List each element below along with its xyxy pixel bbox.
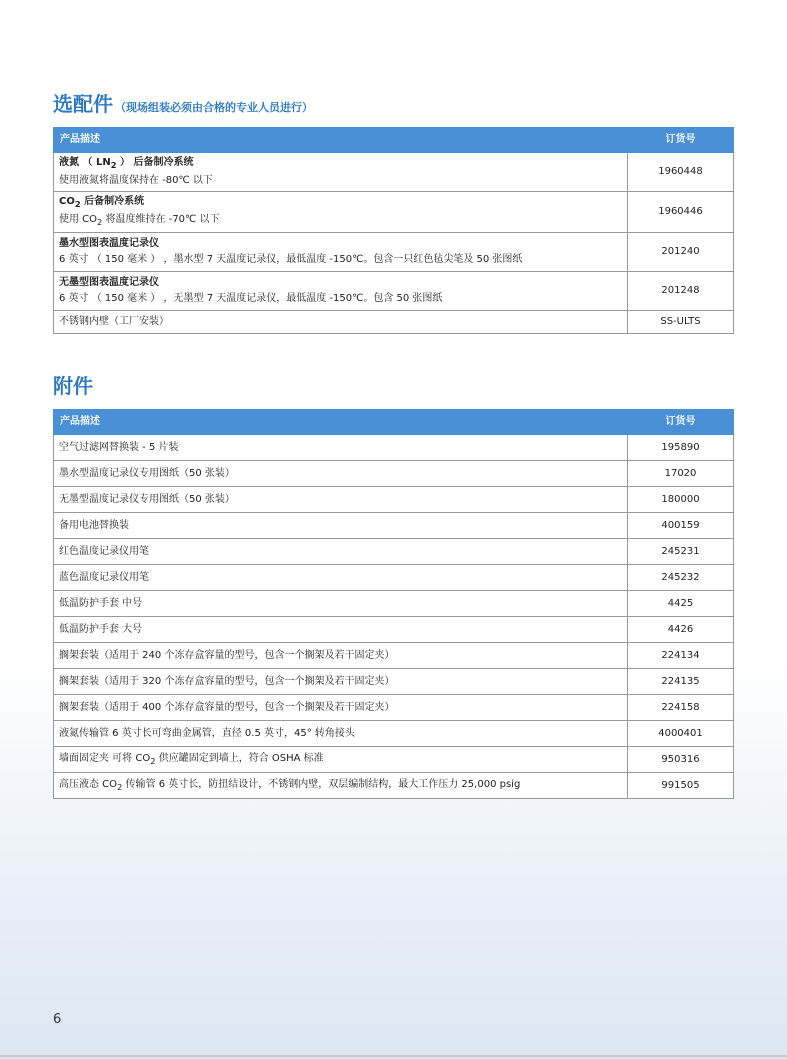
product-description: 搁架套装（适用于 400 个冻存盒容量的型号，包含一个搁架及若干固定夹）	[54, 695, 628, 721]
product-description	[54, 233, 628, 272]
options-section-title	[53, 92, 313, 120]
table-row	[54, 513, 734, 539]
column-header-description: 产品描述	[54, 410, 628, 435]
column-header-order-number: 订货号	[628, 410, 734, 435]
product-description: 红色温度记录仪用笔	[54, 539, 628, 565]
order-number: 400159	[628, 513, 734, 539]
order-number: 180000	[628, 487, 734, 513]
bottom-divider	[0, 1055, 787, 1057]
table-row	[54, 565, 734, 591]
product-description	[54, 311, 628, 334]
order-number: 950316	[628, 747, 734, 773]
order-number: 201248	[628, 272, 734, 311]
product-name: 无墨型图表温度记录仪	[59, 277, 159, 288]
order-number: 245232	[628, 565, 734, 591]
order-number: 4426	[628, 617, 734, 643]
product-description: 墨水型温度记录仪专用图纸（50 张装）	[54, 461, 628, 487]
product-name: 液氮 （ $LN_2$ ） 后备制冷系统	[59, 157, 194, 170]
table-row	[54, 747, 734, 773]
product-description: 搁架套装（适用于 320 个冻存盒容量的型号，包含一个搁架及若干固定夹）	[54, 669, 628, 695]
order-number: 224158	[628, 695, 734, 721]
product-description: 墙面固定夹 可将 $CO_2$ 供应罐固定到墙上，符合 OSHA 标准	[54, 747, 628, 773]
order-number: 991505	[628, 773, 734, 799]
table-row	[54, 669, 734, 695]
product-description	[54, 192, 628, 233]
product-detail: 6 英寸 （ 150 毫米 ） ，墨水型 7 天温度记录仪，最低温度 -150℃。包含一只红色毡尖笔及 50 张图纸	[59, 254, 523, 265]
order-number: SS-ULTS	[628, 311, 734, 334]
product-description: 备用电池替换装	[54, 513, 628, 539]
table-header-row	[54, 128, 734, 153]
product-name: $CO_2$ 后备制冷系统	[59, 196, 145, 209]
table-row	[54, 461, 734, 487]
accessories-table	[53, 409, 734, 799]
table-header-row	[54, 410, 734, 435]
table-row	[54, 153, 734, 192]
column-header-description: 产品描述	[54, 128, 628, 153]
product-description: 低温防护手套 大号	[54, 617, 628, 643]
product-description: 搁架套装（适用于 240 个冻存盒容量的型号，包含一个搁架及若干固定夹）	[54, 643, 628, 669]
product-detail: 6 英寸 （ 150 毫米 ） ，无墨型 7 天温度记录仪，最低温度 -150℃。包含 50 张图纸	[59, 293, 443, 304]
options-subtitle: （现场组装必须由合格的专业人员进行）	[115, 101, 313, 114]
product-description: 低温防护手套 中号	[54, 591, 628, 617]
product-description: 蓝色温度记录仪用笔	[54, 565, 628, 591]
table-row	[54, 435, 734, 461]
column-header-order-number: 订货号	[628, 128, 734, 153]
product-description	[54, 272, 628, 311]
table-row	[54, 695, 734, 721]
table-row	[54, 233, 734, 272]
table-row	[54, 539, 734, 565]
product-detail: 使用 $CO_2$ 将温度维持在 -70℃ 以下	[59, 214, 220, 227]
product-name: 墨水型图表温度记录仪	[59, 238, 159, 249]
product-description: 高压液态 $CO_2$ 传输管 6 英寸长，防扭结设计，不锈钢内壁，双层编制结构，最大工作压力 25,000 psig	[54, 773, 628, 799]
order-number: 17020	[628, 461, 734, 487]
order-number: 4425	[628, 591, 734, 617]
page-number: 6	[53, 1012, 62, 1027]
product-description: 液氮传输管 6 英寸长可弯曲金属管，直径 0.5 英寸，45° 转角接头	[54, 721, 628, 747]
table-row	[54, 721, 734, 747]
table-row	[54, 487, 734, 513]
product-description: 空气过滤网替换装 - 5 片装	[54, 435, 628, 461]
accessories-title: 附件	[53, 374, 93, 398]
order-number: 195890	[628, 435, 734, 461]
product-detail: 使用液氮将温度保持在 -80℃ 以下	[59, 175, 213, 186]
table-row	[54, 192, 734, 233]
options-title: 选配件	[53, 92, 113, 116]
table-row	[54, 773, 734, 799]
order-number: 1960448	[628, 153, 734, 192]
order-number: 224135	[628, 669, 734, 695]
product-description: 无墨型温度记录仪专用图纸（50 张装）	[54, 487, 628, 513]
order-number: 4000401	[628, 721, 734, 747]
order-number: 1960446	[628, 192, 734, 233]
product-name: 不锈钢内壁（工厂安装）	[59, 316, 169, 327]
table-row	[54, 643, 734, 669]
order-number: 224134	[628, 643, 734, 669]
options-table	[53, 127, 734, 334]
accessories-section-title	[53, 374, 93, 398]
table-row	[54, 272, 734, 311]
table-row	[54, 591, 734, 617]
order-number: 201240	[628, 233, 734, 272]
table-row	[54, 617, 734, 643]
order-number: 245231	[628, 539, 734, 565]
product-description	[54, 153, 628, 192]
table-row	[54, 311, 734, 334]
